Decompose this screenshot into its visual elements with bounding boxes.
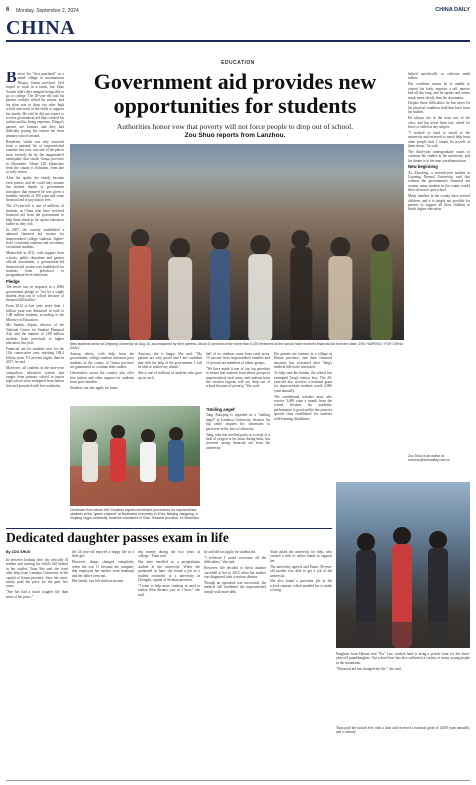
second-column xyxy=(270,550,332,774)
body-paragraph: After the quake, the family became even poorer, and he could only assume but student thanks to government assistance that ensured he was given a monthly subsidy of 300 yuan and some financial aid to pay tuition fees. xyxy=(6,176,64,203)
main-deck: Authorities honor vow that poverty will not force people to drop out of school. xyxy=(116,122,354,131)
body-paragraph: by and did not apply for student aid. xyxy=(204,550,257,554)
graduates-photo xyxy=(336,482,470,648)
body-paragraph: helped specifically to cultivate math talents. xyxy=(408,72,470,81)
body-paragraph: "I worked so hard to enroll at the university and received so much help from other people that I cannot let myself or them down," he said. xyxy=(408,130,470,149)
body-paragraph: "We have made it one of our top priorities to ensure that students from ethnic groups in impoverished, rural areas, and students from the western regions will not drop out of school because of poverty," Yao said. xyxy=(206,366,270,389)
body-paragraph: She also found a part-time job in the school canteen, which enabled her to make a living. xyxy=(270,579,332,593)
body-paragraph: She later enrolled as a postgraduate student at the university. When she graduated in June, she found a job as a student counselor at a university in Chengdu, capital of Sichuan province. xyxy=(138,560,200,582)
body-paragraph: However, things changed completely when she was 11 because the company that employed her mother went bankrupt and her father went out. xyxy=(72,560,134,578)
body-column xyxy=(274,352,332,526)
students-photo-caption: Clockwise from above left: Students explain enrollment procedures for impoverished students at the "green channel" at Northwest University in Xi'an; Nanjing Jiangning, a Xinjiang Uygur university, receives volunteers in Xi'an, Shaanxi province, in December. xyxy=(70,508,200,521)
body-paragraph: the 24-year-old enjoyed a happy life as a little girl. xyxy=(72,550,134,559)
body-column xyxy=(70,352,134,408)
body-paragraph: The confidential scholars must also receive 3,000 yuan a month from the school because his academic performance is good and he has joined a special class established for students with learning disabilities. xyxy=(274,394,332,421)
body-paragraph: The move was in response to a 2006 government pledge to "not let a single student drop out of school because of financial difficulties". xyxy=(6,285,64,303)
body-column xyxy=(206,406,270,526)
body-paragraph: Universities across the country also offer free tuition and other support for students from poor families. xyxy=(70,371,134,384)
story-divider xyxy=(6,528,332,529)
body-paragraph: Tang Xiaoqing is regarded as a "smiling angel" at Lanzhou University, because his big smile inspires his classmates to persevere in the face of adversity. xyxy=(206,413,270,431)
body-paragraph: "Financial aid has changed my life," she said. xyxy=(336,666,402,671)
body-paragraph: Though an operation was successful, the medical bill burdened the impoverished family with more debt. xyxy=(204,580,266,594)
body-paragraph: Fangbiao from Hainan sent "Ku" Luo, worked hard to bring a private tutor for her three-year-old granddaughter. Our school here has also cultivated a variety of many young people in the mountains. xyxy=(336,652,470,665)
body-paragraph: any money during the two years of college," Yuan said. xyxy=(138,550,200,559)
body-paragraph: Yuan paid her tuition fees with a loan and received a national grant of 4,000 yuan annually, and a subsidy. xyxy=(336,726,470,735)
body-paragraph: Meanwhile in 2011, with support from schools, public donations and greater official investment, a government-led financial aid system was established for students from preschool to postgraduate-level education. xyxy=(6,251,64,278)
main-byline: Zou Shuo reports from Lanzhou. xyxy=(184,132,286,139)
body-paragraph: Tang, who has cerebral palsy as a result of a lack of oxygen to his brain during birth, has received strong financial aid from the university. xyxy=(206,432,270,450)
subhead-new-beginning: New beginning xyxy=(408,164,438,170)
body-paragraph: "I want to help more students in need to realize their dreams, just as I have," she said. xyxy=(138,583,200,597)
body-paragraph: The third-year undergraduate wants to continue his studies at the university, and his dream is to become a mathematician. xyxy=(408,150,470,163)
author-note: Zou Shuo is an author at zoushuo@chinadaily.com.cn xyxy=(408,454,450,462)
subhead-smiling-angel: 'Smiling angel' xyxy=(206,407,236,412)
page-bottom-rule xyxy=(6,780,470,781)
body-paragraph: "I believed I could overcome all the difficulties," she said. xyxy=(204,555,266,565)
lead-photo-caption: New students arrive at Zhejiang University on Aug 15, accompanied by their parents. About 10 percent of the more than 6,000 freshmen at the school have received financial aid from the state. ZHU HAIPENG / FOR CHINA DAILY xyxy=(70,342,403,351)
subhead-pledge: Pledge xyxy=(6,278,20,284)
body-paragraph: In 2007, the country established a national financial aid system for impoverished college students, higher-level vocational students and secondary vocational students. xyxy=(6,227,64,250)
body-paragraph: Ma Jianbin, deputy director of the National Center for Student Financial Aid, said the number of 1.88 million students from preschool to higher education last year. xyxy=(6,323,64,346)
body-paragraph: Financial aid for students rose for the 11th consecutive year, reaching 184.2 billion yuan, 8.5 percent higher than in 2017, he said. xyxy=(6,346,64,365)
body-paragraph: Yuan asked the university for help, who created a web of online hands to support her. xyxy=(270,550,332,563)
second-column xyxy=(72,550,134,774)
page-number: 6 xyxy=(6,7,10,13)
body-paragraph: The 23-year-old is one of millions of students in China who have received financial aid from the government to help them climb as far up the education ladder as they will. xyxy=(6,204,64,226)
body-paragraph: His parents are farmers in a village in Henan province, and their financial situation has worsened after Tang's medical bills have increased. xyxy=(274,352,332,370)
body-paragraph: Students can also apply for loans. xyxy=(70,385,119,390)
students-illustration xyxy=(70,406,200,506)
body-paragraph: Moreover, all students in the nine-year compulsory education system that ranges from primary school to junior high school were exempted from tuition fees and provided with free textbooks. xyxy=(6,366,64,388)
body-paragraph: In between looking after his critically ill mother and starting his child's bill behind in her studies, Yuan Sha said she went after help from Lanzhou University in the capital of Gansu province. Sara, her sister, nearly paid the price for the past few years. xyxy=(6,558,68,589)
body-paragraph: She is one of millions of students who gave up on such. xyxy=(138,371,202,380)
second-column xyxy=(6,558,68,782)
body-paragraph: Many families in the county have several children, and it is simply not possible for parents to support all their children to finish higher education. xyxy=(408,194,470,212)
crowd-illustration xyxy=(70,203,404,340)
body-paragraph: "She has had a much tougher life than most of her peers." xyxy=(6,590,68,599)
lead-photo xyxy=(70,144,404,340)
right-column xyxy=(408,72,470,478)
lead-paragraph: Before his "first paycheck" in a small village in mountainous Dingxi, Gansu province, he'd hoped to work in a ranch, but Zhao Yaozhi didn't dare imagine being able to go to college. The 20-year-old said his parents couldn't afford his tuition, and his plan was to drop out after high school and work in the fields to support his family. He said he did not expect to receive government aid that covered his tuition and his living expenses. Dingxi's parents are farmers and they had difficulty paying his tuition fee from primary school onward. xyxy=(6,72,64,138)
body-column xyxy=(138,352,202,408)
body-paragraph: Among others, with help from the government, college students and most poor students in the county of Gansu province are guaranteed to continue their studies. xyxy=(70,352,134,370)
students-photo xyxy=(70,406,200,506)
dropcap: B xyxy=(6,72,17,86)
second-column xyxy=(336,726,470,780)
second-column xyxy=(204,550,266,774)
section-title: CHINA xyxy=(6,17,76,39)
brand-name: CHINA DAILY xyxy=(435,7,470,13)
section-rule xyxy=(6,40,470,42)
lead-column xyxy=(6,72,64,504)
body-paragraph: To help ease the burden, the school has exempted Tang's tuition fees. The 20-year-old also receives a national grant for impoverished students worth 4,000 yuan annually. xyxy=(274,371,332,393)
body-paragraph: From 2012 to last year, more than 1 trillion yuan was disbursed in total to 1.88 million students, according to the Ministry of Education. xyxy=(6,304,64,322)
body-column xyxy=(206,352,270,408)
masthead-bar xyxy=(6,6,470,16)
second-byline: By ZOU SHUO xyxy=(6,550,31,554)
body-paragraph: Her family was left without income. xyxy=(72,579,125,584)
body-paragraph: However, life decided to throw another curveball at her in 2015 when her mother was diagnosed with a serious disease. xyxy=(204,566,266,580)
section-kicker: EDUCATION xyxy=(221,60,255,66)
graduates-illustration xyxy=(336,482,470,648)
body-paragraph: The university agreed, and Yuan's 56-year-old mother was able to get a job at the university. xyxy=(270,564,332,578)
issue-date: Monday, September 2, 2024 xyxy=(16,8,79,14)
body-paragraph: half of its students come from rural areas, 10 percent from impoverished families and 11 percent are members of ethnic groups. xyxy=(206,352,270,365)
body-paragraph: Anyway; she is happy. She said: "My parents are very proud and I am confident that with the help of the government, I will be able to realize my dream." xyxy=(138,352,202,370)
body-paragraph: He always sits in the front row of the class, and has never been late, asked for leave or failed at any subject. xyxy=(408,116,470,129)
right-tail-column xyxy=(336,652,470,722)
body-paragraph: His condition means he is unable to control his body, requires a tall, narrow bed all day long, and he speaks and writes much more slowly than his classmates. xyxy=(408,82,470,100)
main-headline: Government aid provides new opportunities for students xyxy=(93,69,377,118)
body-paragraph: Despite these difficulties, he has never let his physical condition hold him back from his studies. xyxy=(408,101,470,115)
body-paragraph: Residents, which was only removed from a national list of impoverished counties last year, was one of the places most severely hit by the magnitude-6 earthquake that struck Gansu province in December. About 120 kilometers from the county is Jishishan, from late to early winter. xyxy=(6,139,64,175)
body-paragraph: Xu Zhaolong, a seventh-year student at Liaoning Normal University, said that without the government's financial aid system, many students in the county would have chosen to quit school. xyxy=(408,170,470,193)
second-column xyxy=(138,550,200,774)
second-headline: Dedicated daughter passes exam in life xyxy=(6,530,229,545)
